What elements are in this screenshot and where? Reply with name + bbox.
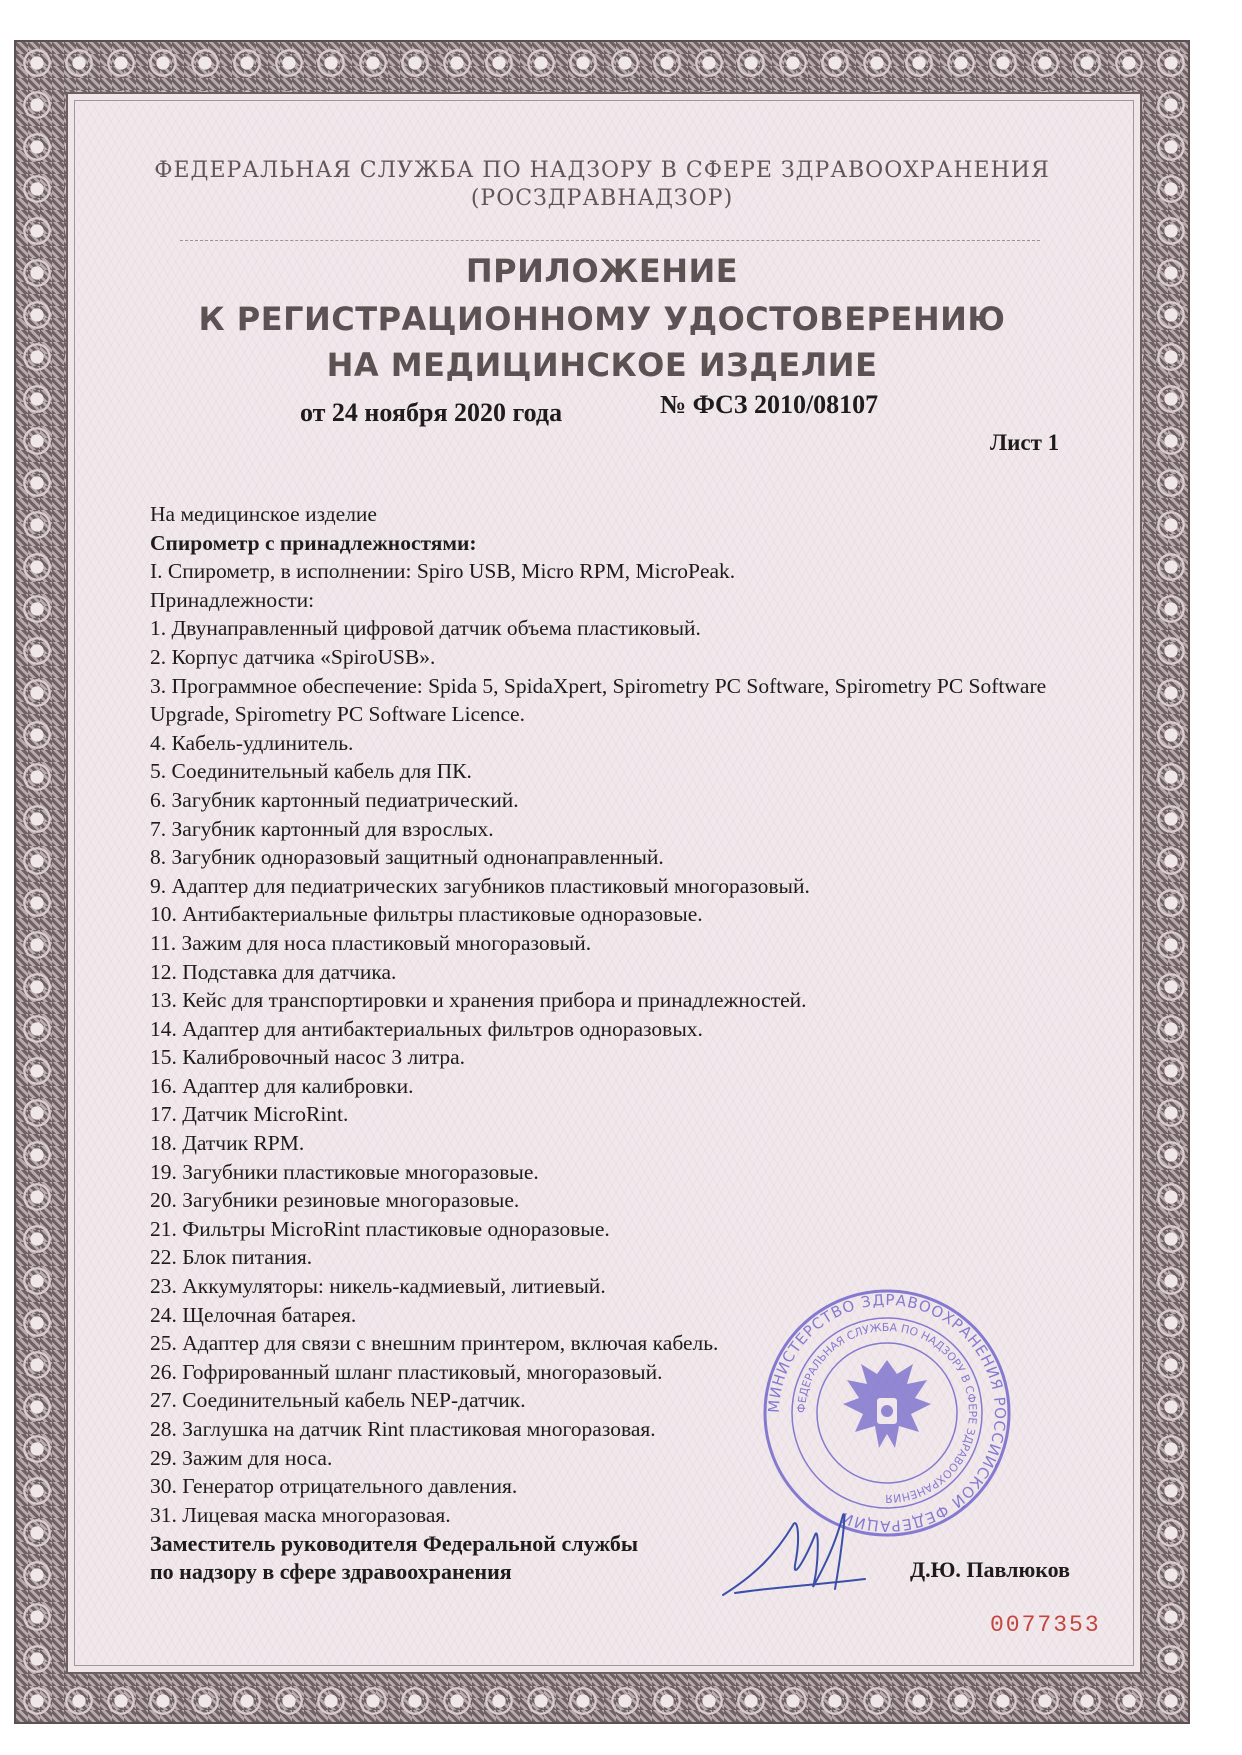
accessory-item: 18. Датчик RPM.	[150, 1131, 305, 1156]
issue-date: от 24 ноября 2020 года	[300, 398, 563, 427]
accessory-item: 12. Подставка для датчика.	[150, 959, 397, 984]
accessory-item: 2. Корпус датчика «SpiroUSB».	[150, 644, 436, 669]
document-title-line1: ПРИЛОЖЕНИЕ	[465, 252, 739, 290]
accessory-item: 4. Кабель-удлинитель.	[150, 730, 354, 755]
accessory-item: 25. Адаптер для связи с внешним принтером, включая кабель.	[150, 1331, 719, 1356]
accessory-item: 6. Загубник картонный педиатрический.	[150, 787, 519, 812]
accessory-item: 9. Адаптер для педиатрических загубников пластиковый многоразовый.	[150, 873, 810, 898]
accessory-item: 28. Заглушка на датчик Rint пластиковая многоразовая.	[150, 1417, 656, 1441]
accessory-item: 26. Гофрированный шланг пластиковый, многоразовый.	[150, 1359, 663, 1384]
accessory-item: 8. Загубник одноразовый защитный однонаправленный.	[150, 845, 664, 870]
accessory-item: 15. Калибровочный насос 3 литра.	[150, 1045, 466, 1070]
seal-inner-text: ФЕДЕРАЛЬНАЯ СЛУЖБА ПО НАДЗОРУ В СФЕРЕ ЗДРАВООХРАНЕНИЯ	[794, 1320, 980, 1506]
handwritten-signature	[715, 1495, 875, 1605]
accessory-item: 1. Двунаправленный цифровой датчик объема пластиковый.	[150, 616, 701, 641]
accessories-heading: Принадлежности:	[150, 587, 315, 612]
registration-number: № ФСЗ 2010/08107	[660, 390, 879, 419]
sheet-number: Лист 1	[990, 430, 1060, 455]
accessory-item: 22. Блок питания.	[150, 1245, 313, 1270]
accessory-item: 11. Зажим для носа пластиковый многоразовый.	[150, 930, 592, 955]
accessory-item: 31. Лицевая маска многоразовая.	[150, 1502, 451, 1527]
eagle-emblem-icon	[843, 1360, 931, 1448]
product-name: Спирометр с принадлежностями:	[150, 530, 477, 555]
agency-name: ФЕДЕРАЛЬНАЯ СЛУЖБА ПО НАДЗОРУ В СФЕРЕ ЗДРАВООХРАНЕНИЯ	[154, 158, 1050, 183]
signatory-position-line2: по надзору в сфере здравоохранения	[150, 1559, 512, 1584]
agency-abbreviation: (РОСЗДРАВНАДЗОР)	[470, 186, 734, 211]
accessory-item: 16. Адаптер для калибровки.	[150, 1073, 414, 1098]
seal-outer-text: МИНИСТЕРСТВО ЗДРАВООХРАНЕНИЯ РОССИЙСКОЙ ФЕДЕРАЦИИ	[764, 1290, 1010, 1536]
accessory-item: 24. Щелочная батарея.	[150, 1302, 357, 1327]
accessory-item: 7. Загубник картонный для взрослых.	[150, 816, 494, 841]
accessory-item: 5. Соединительный кабель для ПК.	[150, 759, 472, 784]
accessory-item: 27. Соединительный кабель NEP-датчик.	[150, 1388, 526, 1413]
signatory-position	[150, 1530, 638, 1586]
blank-serial-number: 0077353	[990, 1612, 1101, 1638]
section-spirometer: I. Спирометр, в исполнении: Spiro USB, Micro RPM, MicroPeak.	[150, 559, 736, 584]
accessory-item: 23. Аккумуляторы: никель-кадмиевый, литиевый.	[150, 1274, 606, 1299]
accessory-item: 19. Загубники пластиковые многоразовые.	[150, 1159, 539, 1184]
document-title-line3: НА МЕДИЦИНСКОЕ ИЗДЕЛИЕ	[326, 346, 878, 384]
accessory-item: 17. Датчик MicroRint.	[150, 1102, 349, 1127]
accessory-item: 10. Антибактериальные фильтры пластиковые одноразовые.	[150, 902, 703, 927]
intro-text: На медицинское изделие	[150, 502, 377, 526]
accessory-item: 14. Адаптер для антибактериальных фильтров одноразовых.	[150, 1016, 703, 1041]
signatory-position-line1: Заместитель руководителя Федеральной службы	[150, 1531, 639, 1556]
signatory-name: Д.Ю. Павлюков	[910, 1557, 1070, 1582]
accessory-item: 20. Загубники резиновые многоразовые.	[150, 1188, 520, 1213]
accessory-item: 29. Зажим для носа.	[150, 1445, 333, 1470]
accessory-item: 13. Кейс для транспортировки и хранения прибора и принадлежностей.	[150, 988, 807, 1013]
accessory-item: 21. Фильтры MicroRint пластиковые одноразовые.	[150, 1216, 610, 1241]
accessory-item: 30. Генератор отрицательного давления.	[150, 1474, 518, 1499]
header-divider	[180, 240, 1040, 241]
document-title-line2: К РЕГИСТРАЦИОННОМУ УДОСТОВЕРЕНИЮ	[198, 300, 1006, 338]
accessory-item: 3. Программное обеспечение: Spida 5, SpidaXpert, Spirometry PC Software, Spirometry PC Software Upgrade, Spirometry PC Software Licence.	[150, 673, 1047, 727]
